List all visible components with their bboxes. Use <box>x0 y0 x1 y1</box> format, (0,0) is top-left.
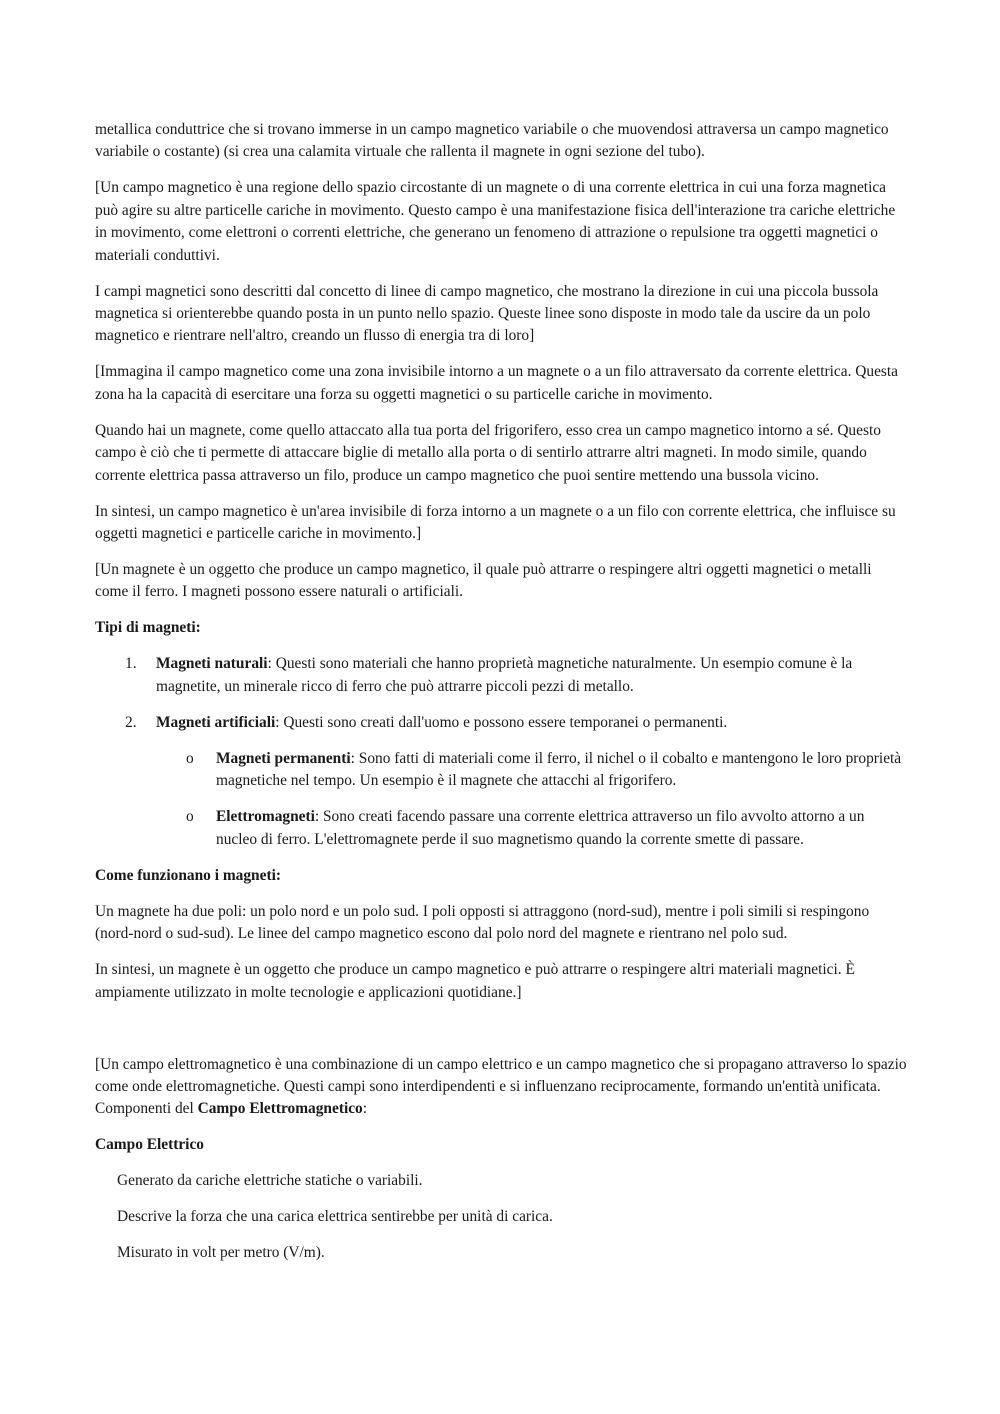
line-descrive: Descrive la forza che una carica elettrica sentirebbe per unità di carica. <box>117 1208 553 1226</box>
paragraph-frigorifero: Quando hai un magnete, come quello attaccato alla tua porta del frigorifero, esso crea un campo magnetico intorno a sé. Questo campo è ciò che ti permette di attaccare biglie di metallo alla porta o di sentirlo attrarre altri magneti. In modo simile, quando corrente elettrica passa attraverso un filo, produce un campo magnetico che puoi sentire mettendo una bussola vicino. <box>95 421 881 484</box>
paragraph-tubo: metallica conduttrice che si trovano immerse in un campo magnetico variabile o che muovendosi attraversa un campo magnetico variabile o costante) (si crea una calamita virtuale che rallenta il magnete in ogni sezione del tubo). <box>95 121 889 161</box>
paragraph-campo-elettromagnetico <box>95 1054 907 1121</box>
list-number: 1. <box>125 655 137 673</box>
list-tipi-magneti <box>95 653 907 851</box>
intro-end: : <box>362 1100 368 1118</box>
paragraph-linee-campo: I campi magnetici sono descritti dal concetto di linee di campo magnetico, che mostrano la direzione in cui una piccola bussola magnetica si orienterebbe quando posta in un punto nello spazio. Queste linee sono disposte in modo tale da uscire da un polo magnetico e rientrare nell'altro, creando un flusso di energia tra di loro] <box>95 282 879 345</box>
heading-campo-elettrico: Campo Elettrico <box>95 1136 204 1154</box>
list-item <box>95 712 907 851</box>
sublist-bullet: o <box>186 749 194 767</box>
list-number: 2. <box>125 713 137 731</box>
intro-text: [Un campo elettromagnetico è una combinazione di un campo elettrico e un campo magnetico che si propagano attraverso lo spazio come onde elettromagnetiche. Questi campi sono interdipendenti e si influenzano reciprocamente, formando un'entità unificata. Componenti del <box>95 1055 907 1118</box>
intro-bold-term: Campo Elettromagnetico <box>197 1100 363 1118</box>
list-item-text: : Questi sono creati dall'uomo e possono essere temporanei o permanenti. <box>275 713 728 731</box>
sublist-item <box>156 806 907 851</box>
paragraph-poli: Un magnete ha due poli: un polo nord e un polo sud. I poli opposti si attraggono (nord-sud), mentre i poli simili si respingono (nord-nord o sud-sud). Le linee del campo magnetico escono dal polo nord del magnete e rientrano nel polo sud. <box>95 902 870 943</box>
paragraph-immagina: [Immagina il campo magnetico come una zona invisibile intorno a un magnete o a un filo attraversato da corrente elettrica. Questa zona ha la capacità di esercitare una forza su oggetti magnetici o su particelle cariche in movimento. <box>95 363 899 403</box>
paragraph-sintesi-magnete: In sintesi, un magnete è un oggetto che produce un campo magnetico e può attrarre o respingere altri materiali magnetici. È ampiamente utilizzato in molte tecnologie e applicazioni quotidiane.] <box>95 961 855 1001</box>
list-item-term: Magneti artificiali <box>156 713 276 731</box>
line-misurato: Misurato in volt per metro (V/m). <box>117 1244 325 1262</box>
paragraph-campo-definizione: [Un campo magnetico è una regione dello spazio circostante di un magnete o di una corrente elettrica in cui una forza magnetica può agire su altre particelle cariche in movimento. Questo campo è una manifestazione fisica dell'interazione tra cariche elettriche in movimento, come elettroni o correnti elettriche, che generano un fenomeno di attrazione o repulsione tra oggetti magnetici o materiali conduttivi. <box>95 179 896 264</box>
sublist-item-text: : Sono creati facendo passare una corrente elettrica attraverso un filo avvolto attorno a un nucleo di ferro. L'elettromagnete perde il suo magnetismo quando la corrente smette di passare. <box>216 808 865 848</box>
line-generato: Generato da cariche elettriche statiche o variabili. <box>117 1172 423 1190</box>
sublist-bullet: o <box>186 808 194 826</box>
sublist-item-term: Elettromagneti <box>216 808 315 826</box>
sublist-item-text: : Sono fatti di materiali come il ferro, il nichel o il cobalto e mantengono le loro proprietà magnetiche nel tempo. Un esempio è il magnete che attacchi al frigorifero. <box>216 749 902 790</box>
sublist-item-term: Magneti permanenti <box>216 749 351 767</box>
sublist-item <box>156 748 907 793</box>
list-item-text: : Questi sono materiali che hanno proprietà magnetiche naturalmente. Un esempio comune è la magnetite, un minerale ricco di ferro che può attrarre piccoli pezzi di metallo. <box>156 655 853 695</box>
heading-tipi-magneti: Tipi di magneti: <box>95 619 201 637</box>
document-page <box>95 119 907 1278</box>
paragraph-sintesi-campo: In sintesi, un campo magnetico è un'area invisibile di forza intorno a un magnete o a un filo con corrente elettrica, che influisce su oggetti magnetici e particelle cariche in movimento.] <box>95 502 896 543</box>
list-item <box>95 653 907 698</box>
paragraph-magnete-definizione: [Un magnete è un oggetto che produce un campo magnetico, il quale può attrarre o respingere altri oggetti magnetici o metalli come il ferro. I magneti possono essere naturali o artificiali. <box>95 561 872 601</box>
list-item-term: Magneti naturali <box>156 655 268 673</box>
heading-come-funzionano: Come funzionano i magneti: <box>95 866 281 884</box>
sublist-magneti-artificiali <box>156 748 907 851</box>
spacer <box>95 1018 907 1054</box>
